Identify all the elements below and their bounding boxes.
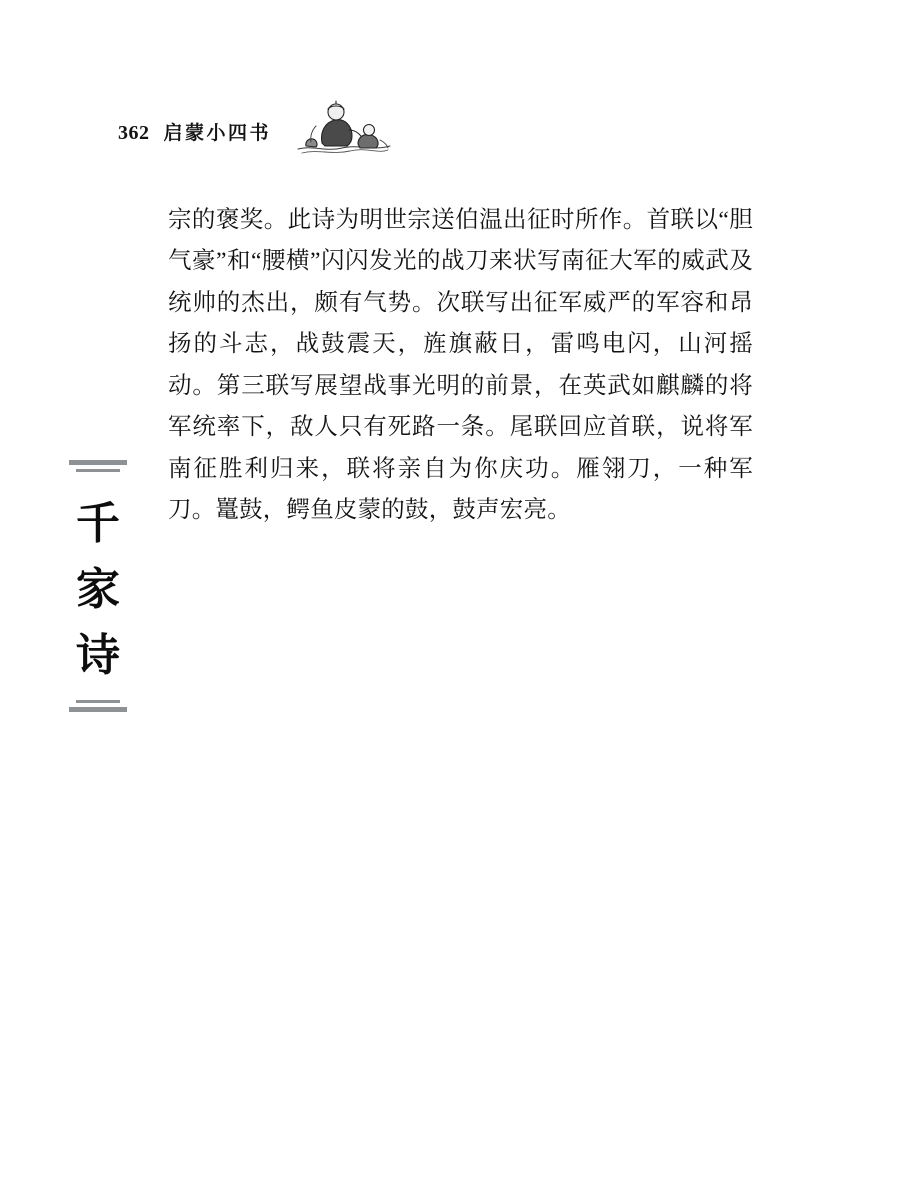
side-rule-top	[69, 460, 127, 476]
page-number: 362	[118, 122, 150, 144]
side-title-characters	[76, 499, 120, 680]
side-title-char-2: 家	[76, 565, 120, 614]
side-rule-bottom	[69, 700, 127, 716]
scholar-illustration-icon	[292, 96, 396, 158]
side-title	[62, 460, 134, 716]
book-title: 启蒙小四书	[163, 123, 272, 144]
side-title-char-3: 诗	[76, 631, 120, 680]
side-title-char-1: 千	[76, 499, 120, 548]
body-paragraph: 宗的褒奖。此诗为明世宗送伯温出征时所作。首联以“胆气豪”和“腰横”闪闪发光的战刀来状写南征大军的威武及统帅的杰出，颇有气势。次联写出征军威严的军容和昂扬的斗志，战鼓震天，旌旗蔽日，雷鸣电闪，山河摇动。第三联写展望战事光明的前景，在英武如麒麟的将军统率下，敌人只有死路一条。尾联回应首联，说将军南征胜利归来，联将亲自为你庆功。雁翎刀，一种军刀。鼍鼓，鳄鱼皮蒙的鼓，鼓声宏亮。	[168, 206, 753, 523]
running-head	[118, 118, 271, 145]
